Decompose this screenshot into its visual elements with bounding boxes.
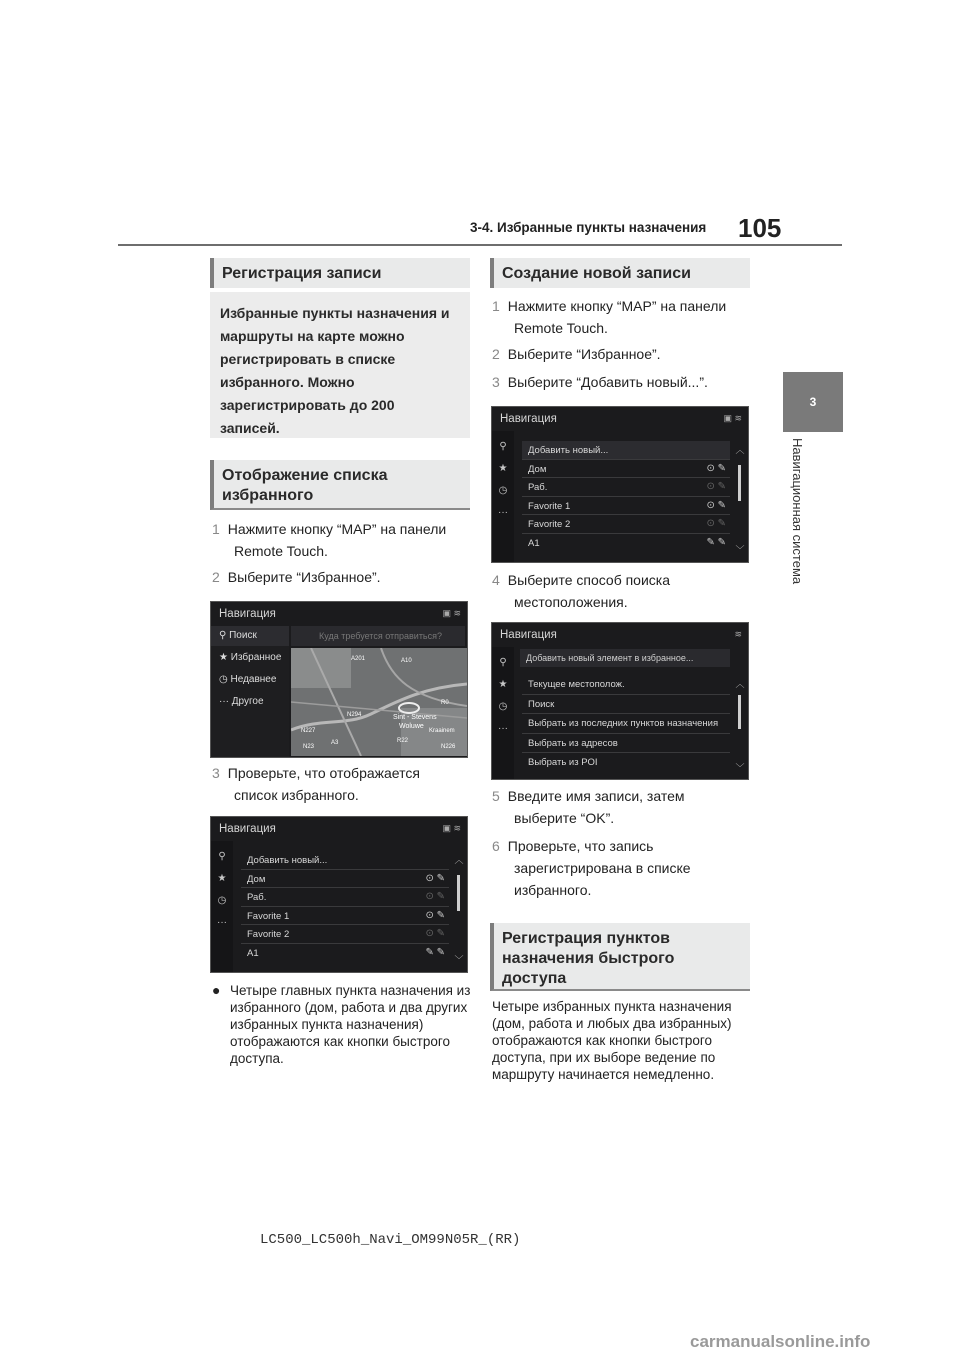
row-label: Поиск (528, 698, 555, 710)
favorites-rows (522, 441, 730, 552)
scrollbar[interactable] (457, 875, 460, 911)
list-item[interactable] (241, 851, 449, 870)
section-title-favorites-list: Отображение списка избранного (210, 460, 470, 510)
quick-access-paragraph: Четыре избранных пункта назначения (дом, работа и любых два избранных) отображаются как кнопки быстрого доступа, при их выборе ведение по маршруту начинается немедленно. (492, 999, 732, 1082)
search-icon[interactable]: ⚲ (499, 441, 507, 452)
list-item[interactable] (241, 925, 449, 944)
right-step-3 (492, 371, 752, 393)
side-icons (492, 647, 514, 779)
bullet-icon: ● (212, 982, 221, 998)
list-item[interactable] (522, 441, 730, 460)
list-item[interactable] (241, 944, 449, 963)
step-text: Проверьте, что запись (507, 838, 654, 854)
list-item[interactable] (522, 515, 730, 534)
screenshot-favorites-list (210, 816, 468, 973)
edit-icon[interactable]: ⊙ ✎ (425, 928, 445, 939)
document-id: LC500_LC500h_Navi_OM99N05R_(RR) (260, 1232, 521, 1248)
scroll-up-icon[interactable]: ︿ (454, 855, 464, 865)
right-step-1 (492, 295, 752, 339)
step-text: Выберите “Избранное”. (507, 346, 661, 362)
more-icon[interactable]: ··· (498, 507, 508, 518)
menu-search[interactable]: ⚲ Поиск (211, 626, 289, 646)
clock-icon[interactable]: ◷ (498, 485, 508, 496)
map-label: A201 (351, 656, 366, 662)
step-number: 1 (212, 521, 220, 537)
menu-label: Избранное (230, 652, 282, 663)
map-label: R0 (441, 700, 449, 706)
section-title-registration: Регистрация записи (210, 258, 470, 288)
step-text-cont: выберите “OK”. (514, 810, 615, 826)
intro-box: Избранные пункты назначения и маршруты на карте можно регистрировать в списке избранного. Можно зарегистрировать до 200 записей. (210, 292, 470, 438)
row-label: Раб. (528, 482, 548, 493)
edit-icon[interactable]: ⊙ ✎ (425, 872, 445, 884)
step-text-cont: Remote Touch. (234, 543, 328, 559)
step-text-cont: список избранного. (234, 787, 359, 803)
screen-title: Навигация (500, 413, 557, 425)
menu-recent[interactable]: ◷ Недавнее (219, 674, 277, 685)
bullet-text: Четыре главных пункта назначения из избранного (дом, работа и два других избранных пункта назначения) отображаются как кнопки быстрого доступа. (230, 983, 471, 1066)
search-icon[interactable]: ⚲ (218, 851, 226, 862)
step-text: Выберите “Избранное”. (227, 569, 381, 585)
screenshot-favorites-add (491, 406, 749, 563)
row-label: Выбрать из последних пунктов назначения (528, 718, 719, 729)
step-text-cont: местоположения. (514, 594, 628, 610)
step-text-cont: зарегистрирована в списке (514, 860, 691, 876)
right-step-5 (492, 785, 752, 829)
edit-icon[interactable]: ⊙ ✎ (425, 909, 445, 921)
row-label: Дом (247, 873, 266, 885)
list-item[interactable] (241, 870, 449, 889)
screenshot-add-entry (491, 622, 749, 780)
step-text: Нажмите кнопку “MAP” на панели (507, 298, 727, 314)
row-label: A1 (528, 537, 540, 549)
map-view[interactable] (291, 648, 465, 755)
step-number: 3 (492, 374, 500, 390)
edit-icon[interactable]: ✎ ✎ (425, 946, 445, 958)
chapter-tab-label (783, 438, 843, 598)
list-item[interactable] (522, 478, 730, 497)
list-item[interactable] (522, 734, 730, 754)
screen-title: Навигация (219, 608, 276, 620)
status-icons: ▣ ≋ (442, 823, 461, 833)
step-number: 2 (492, 346, 500, 362)
star-icon[interactable]: ★ (498, 463, 508, 474)
left-step-3 (212, 762, 472, 806)
list-item[interactable] (522, 753, 730, 773)
map-label: N294 (347, 712, 362, 718)
page-number: 105 (738, 213, 782, 243)
section-title-new-entry: Создание новой записи (490, 258, 750, 288)
side-icons (211, 841, 233, 972)
map-label: Kraainem (429, 728, 455, 734)
star-icon[interactable]: ★ (217, 873, 227, 884)
step-number: 1 (492, 298, 500, 314)
menu-label: Недавнее (230, 674, 277, 685)
bullet-note (212, 982, 474, 1067)
scrollbar[interactable] (738, 695, 741, 729)
edit-icon[interactable]: ✎ ✎ (706, 536, 726, 548)
map-label: A3 (331, 740, 339, 746)
step-number: 3 (212, 765, 220, 781)
list-item[interactable] (522, 695, 730, 715)
more-icon[interactable]: ··· (498, 723, 508, 734)
menu-label: Поиск (229, 630, 257, 641)
step-number: 2 (212, 569, 220, 585)
step-text-cont: избранного. (514, 882, 592, 898)
section-header: 3-4. Избранные пункты назначения (470, 220, 707, 235)
edit-icon[interactable]: ⊙ ✎ (706, 481, 726, 492)
edit-icon[interactable]: ⊙ ✎ (706, 499, 726, 511)
status-icons: ▣ ≋ (723, 413, 742, 423)
search-input[interactable]: Куда требуется отправиться? (291, 626, 465, 646)
step-number: 6 (492, 838, 500, 854)
edit-icon[interactable]: ⊙ ✎ (706, 518, 726, 529)
list-item[interactable] (522, 460, 730, 479)
row-label: Дом (528, 463, 547, 475)
step-text: Выберите способ поиска (507, 572, 671, 588)
search-method-rows (522, 675, 730, 773)
screen-title: Навигация (219, 823, 276, 835)
clock-icon[interactable]: ◷ (498, 701, 508, 712)
list-item[interactable] (241, 888, 449, 907)
right-step-6 (492, 835, 752, 901)
step-number: 4 (492, 572, 500, 588)
map-label: N23 (303, 744, 315, 750)
map-label: R22 (397, 738, 409, 744)
clock-icon[interactable]: ◷ (217, 895, 227, 906)
map-label: A10 (401, 658, 412, 664)
list-item[interactable] (522, 497, 730, 516)
screen-title: Навигация (500, 629, 557, 641)
search-icon[interactable]: ⚲ (499, 657, 507, 668)
status-icons: ▣ ≋ (442, 608, 461, 618)
scroll-down-icon[interactable]: ﹀ (735, 763, 745, 773)
header-divider (118, 244, 842, 246)
step-number: 5 (492, 788, 500, 804)
step-text: Введите имя записи, затем (507, 788, 685, 804)
step-text: Проверьте, что отображается (227, 765, 420, 781)
favorites-rows (241, 851, 449, 962)
row-label: Favorite 1 (528, 500, 571, 512)
list-item[interactable] (241, 907, 449, 926)
left-step-2 (212, 566, 472, 588)
row-label: Favorite 2 (247, 929, 290, 940)
right-step-4 (492, 569, 752, 613)
row-label: Текущее местополож. (528, 679, 625, 690)
more-icon[interactable]: ··· (217, 917, 227, 928)
list-item[interactable] (522, 534, 730, 553)
map-menu (211, 626, 289, 757)
scrollbar[interactable] (738, 465, 741, 501)
row-label: Выбрать из адресов (528, 737, 618, 749)
menu-label: Другое (231, 696, 264, 707)
map-label: Woluwe (399, 723, 424, 730)
list-item[interactable] (522, 675, 730, 695)
row-label: Добавить новый... (247, 855, 328, 866)
row-label: Добавить новый... (528, 445, 609, 456)
scroll-down-icon[interactable]: ﹀ (454, 955, 464, 965)
watermark: carmanualsonline.info (690, 1332, 871, 1351)
left-step-1 (212, 518, 472, 562)
scroll-down-icon[interactable]: ﹀ (735, 545, 745, 555)
scroll-up-icon[interactable]: ︿ (735, 445, 745, 455)
map-label: N227 (301, 728, 316, 734)
side-icons (492, 431, 514, 562)
screenshot-nav-map (210, 601, 468, 758)
section-title-quick-access: Регистрация пунктов назначения быстрого доступа (490, 923, 750, 991)
row-label: Раб. (247, 892, 267, 903)
list-item[interactable] (522, 714, 730, 734)
map-label: Sint - Stevens (393, 714, 437, 721)
step-text-cont: Remote Touch. (514, 320, 608, 336)
chapter-tab-number: 3 (783, 372, 843, 432)
star-icon[interactable]: ★ (498, 679, 508, 690)
edit-icon[interactable]: ⊙ ✎ (425, 891, 445, 902)
add-header-row[interactable]: Добавить новый элемент в избранное... (520, 649, 730, 667)
edit-icon[interactable]: ⊙ ✎ (706, 462, 726, 474)
menu-favorites[interactable]: ★ Избранное (219, 652, 282, 663)
right-step-2 (492, 343, 752, 365)
row-label: Favorite 1 (247, 910, 290, 922)
scroll-up-icon[interactable]: ︿ (735, 679, 745, 689)
menu-other[interactable]: ··· Другое (219, 696, 264, 707)
chapter-tab-text: Навигационная система (790, 438, 805, 585)
step-text: Нажмите кнопку “MAP” на панели (227, 521, 447, 537)
row-label: A1 (247, 947, 259, 959)
row-label: Выбрать из POI (528, 757, 598, 768)
row-label: Favorite 2 (528, 519, 571, 530)
map-label: N226 (441, 744, 456, 750)
status-icons: ≋ (734, 629, 742, 639)
step-text: Выберите “Добавить новый...”. (507, 374, 708, 390)
